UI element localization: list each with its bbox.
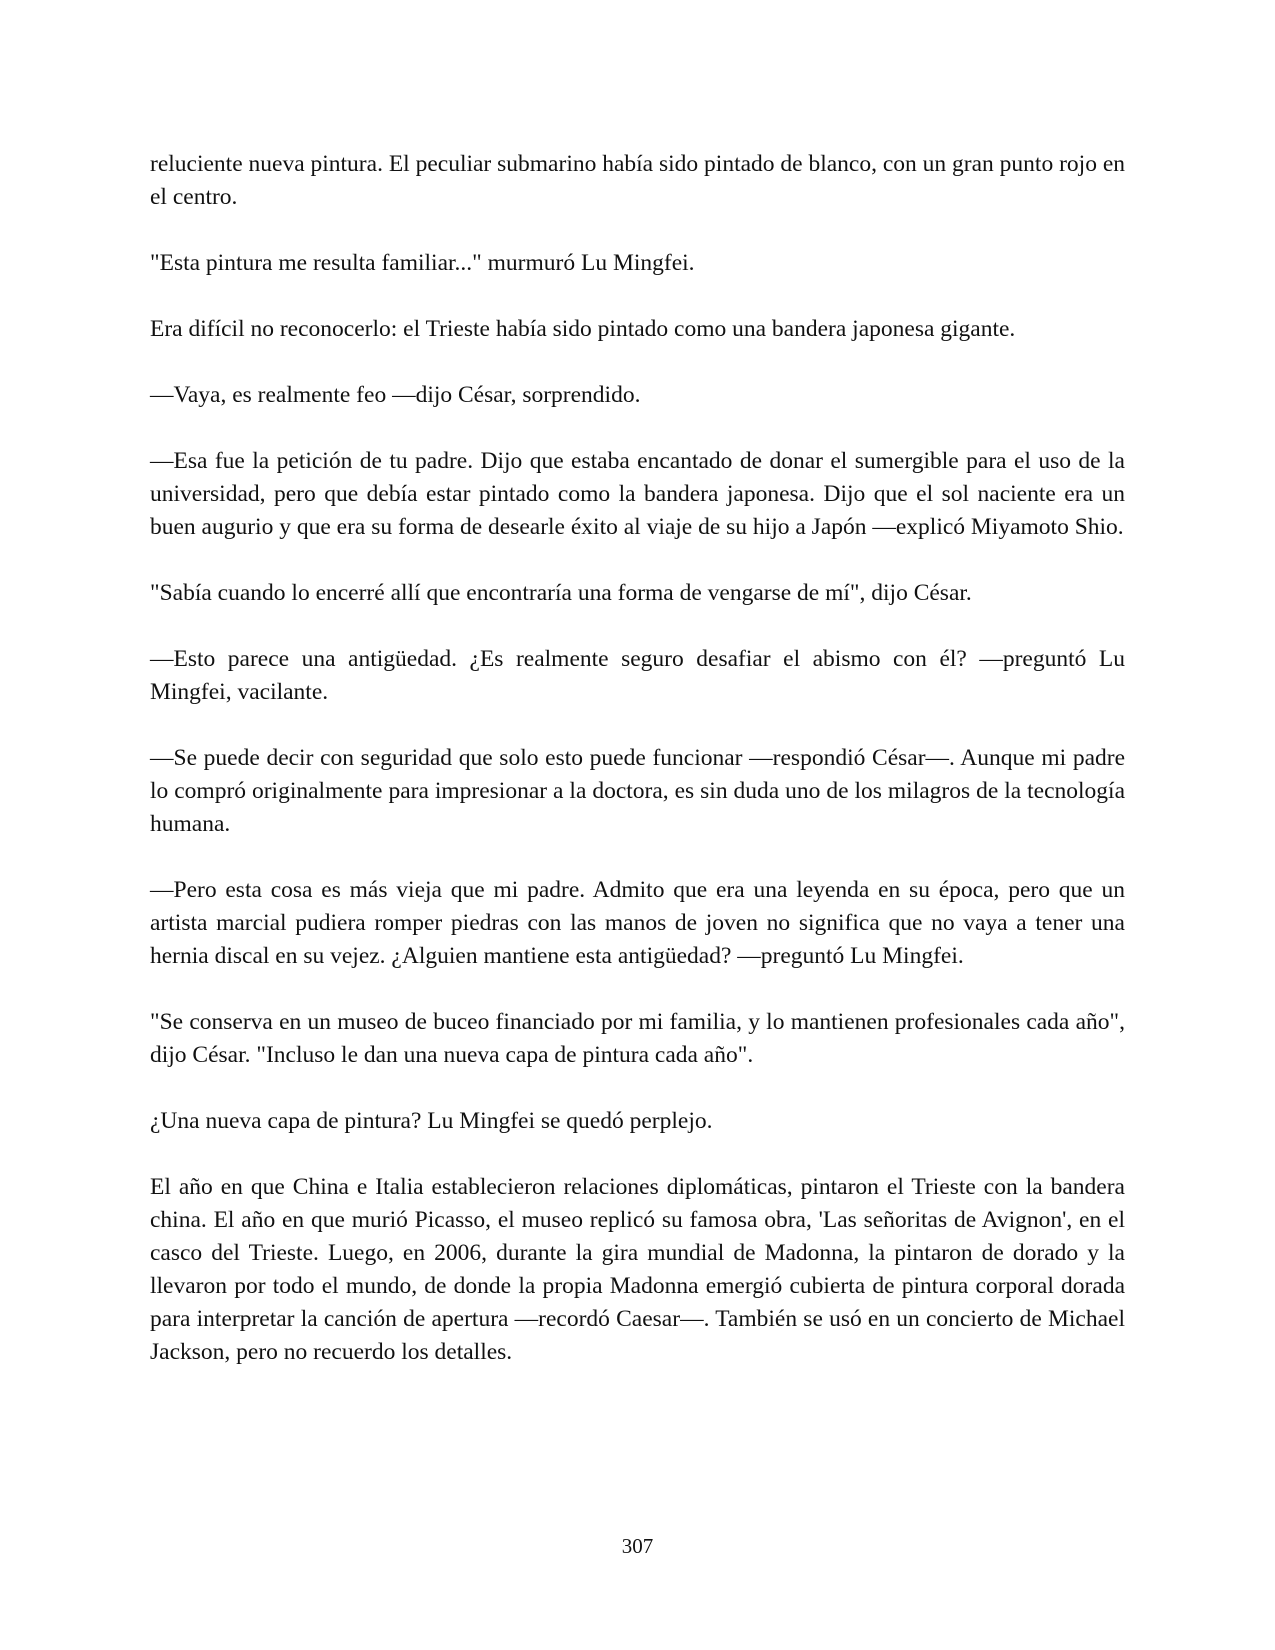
paragraph-10: "Se conserva en un museo de buceo financiado por mi familia, y lo mantienen profesionales cada año", dijo César. "Incluso le dan una nueva capa de pintura cada año".	[150, 1009, 1125, 1068]
paragraph-7: —Esto parece una antigüedad. ¿Es realmente seguro desafiar el abismo con él? —preguntó Lu Mingfei, vacilante.	[150, 646, 1125, 705]
paragraph-4: —Vaya, es realmente feo —dijo César, sorprendido.	[150, 382, 641, 408]
paragraph-12: El año en que China e Italia establecieron relaciones diplomáticas, pintaron el Trieste con la bandera china. El año en que murió Picasso, el museo replicó su famosa obra, 'Las señoritas de Avignon', en el casco del Trieste. Luego, en 2006, durante la gira mundial de Madonna, la pintaron de dorado y la llevaron por todo el mundo, de donde la propia Madonna emergió cubierta de pintura corporal dorada para interpretar la canción de apertura —recordó Caesar—. También se usó en un concierto de Michael Jackson, pero no recuerdo los detalles.	[150, 1174, 1125, 1365]
paragraph-8: —Se puede decir con seguridad que solo esto puede funcionar —respondió César—. Aunque mi padre lo compró originalmente para impresionar a la doctora, es sin duda uno de los milagros de la tecnología humana.	[150, 745, 1125, 837]
paragraph-9: —Pero esta cosa es más vieja que mi padre. Admito que era una leyenda en su época, pero que un artista marcial pudiera romper piedras con las manos de joven no significa que no vaya a tener una hernia discal en su vejez. ¿Alguien mantiene esta antigüedad? —preguntó Lu Mingfei.	[150, 877, 1125, 969]
page-number: 307	[621, 1534, 654, 1558]
paragraph-6: "Sabía cuando lo encerré allí que encontraría una forma de vengarse de mí", dijo César.	[150, 580, 972, 606]
paragraph-3: Era difícil no reconocerlo: el Trieste había sido pintado como una bandera japonesa gigante.	[150, 316, 1016, 342]
paragraph-1: reluciente nueva pintura. El peculiar submarino había sido pintado de blanco, con un gran punto rojo en el centro.	[150, 151, 1125, 210]
paragraph-11: ¿Una nueva capa de pintura? Lu Mingfei se quedó perplejo.	[150, 1108, 713, 1134]
paragraph-2: "Esta pintura me resulta familiar..." murmuró Lu Mingfei.	[150, 250, 695, 276]
page-body	[150, 148, 1125, 1402]
paragraph-5: —Esa fue la petición de tu padre. Dijo que estaba encantado de donar el sumergible para el uso de la universidad, pero que debía estar pintado como la bandera japonesa. Dijo que el sol naciente era un buen augurio y que era su forma de desearle éxito al viaje de su hijo a Japón —explicó Miyamoto Shio.	[150, 448, 1125, 540]
